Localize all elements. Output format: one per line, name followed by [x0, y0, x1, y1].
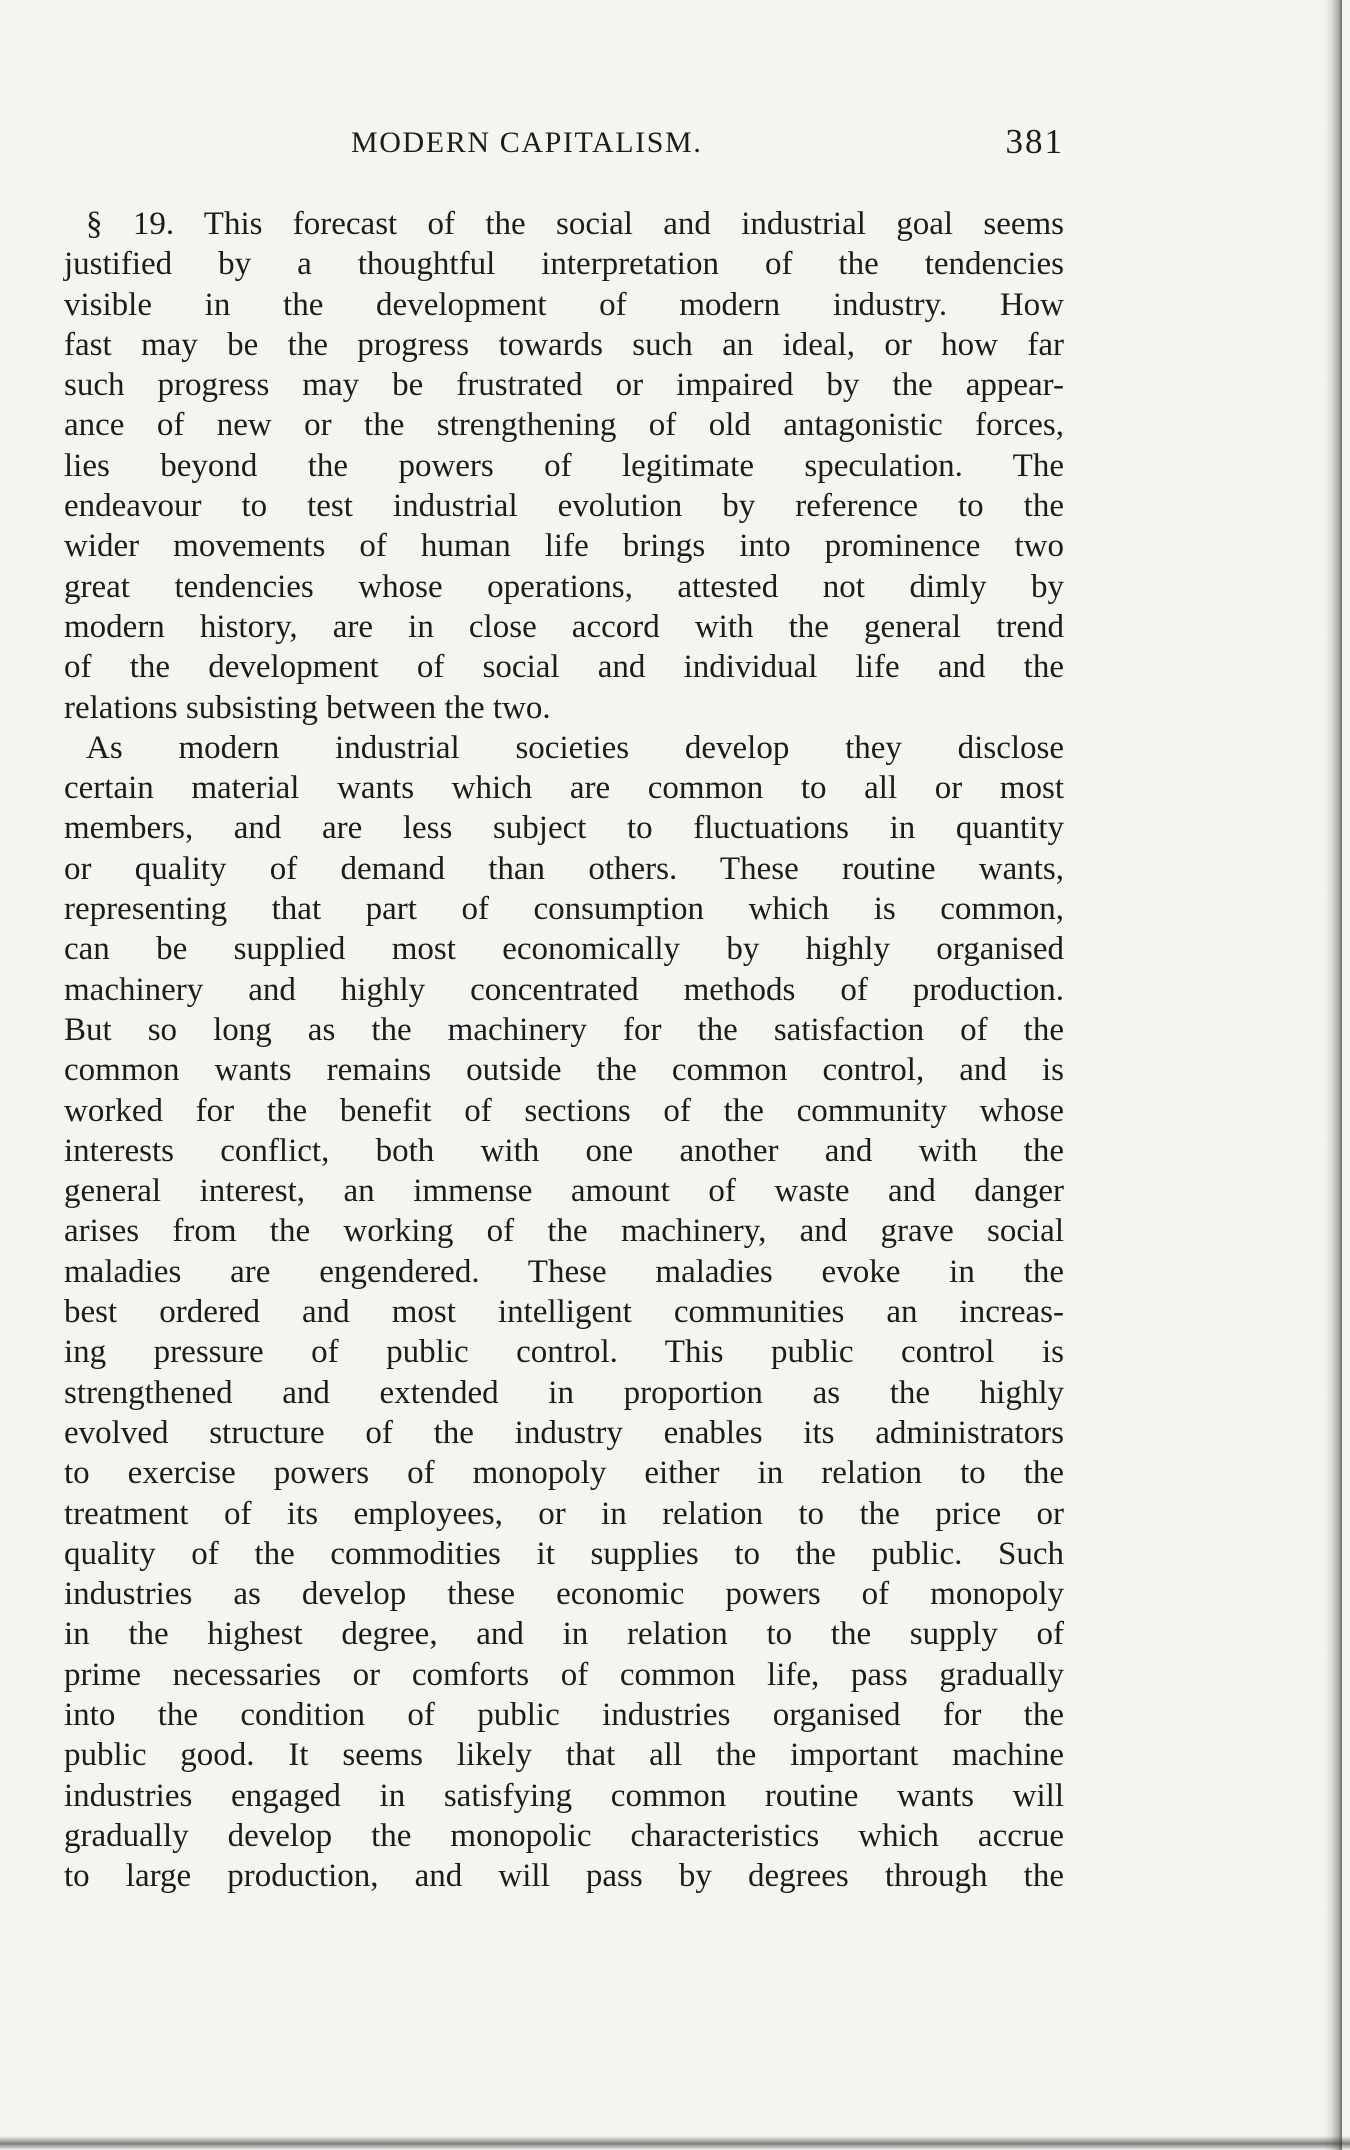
- text-line: general interest, an immense amount of waste and danger: [64, 1173, 1064, 1210]
- text-line: As modern industrial societies develop they disclose: [86, 729, 1064, 766]
- text-line: machinery and highly concentrated methods of production.: [64, 971, 1064, 1008]
- text-line: strengthened and extended in proportion as the highly: [64, 1374, 1064, 1411]
- text-line: fast may be the progress towards such an ideal, or how far: [64, 326, 1064, 363]
- text-line: relations subsisting between the two.: [64, 689, 551, 726]
- text-line: § 19. This forecast of the social and industrial goal seems: [86, 206, 1064, 242]
- page-number: 381: [1005, 122, 1064, 161]
- text-line: ance of new or the strengthening of old antagonistic forces,: [64, 407, 1064, 444]
- text-line: prime necessaries or comforts of common life, pass gradually: [64, 1656, 1064, 1693]
- text-line: of the development of social and individual life and the: [64, 649, 1064, 686]
- text-line: wider movements of human life brings into prominence two: [64, 528, 1064, 565]
- text-line: lies beyond the powers of legitimate speculation. The: [64, 447, 1064, 484]
- body-text: [64, 204, 1064, 1896]
- running-title: MODERN CAPITALISM.: [351, 126, 703, 159]
- page-edge-shadow-right: [1324, 0, 1342, 2150]
- text-line: industries engaged in satisfying common routine wants will: [64, 1777, 1064, 1814]
- text-line: interests conflict, both with one another and with the: [64, 1132, 1064, 1169]
- text-line: maladies are engendered. These maladies evoke in the: [64, 1253, 1064, 1290]
- text-line: great tendencies whose operations, attested not dimly by: [64, 568, 1064, 605]
- text-line: gradually develop the monopolic characteristics which accrue: [64, 1817, 1064, 1854]
- text-line: quality of the commodities it supplies to the public. Such: [64, 1535, 1064, 1572]
- text-line: common wants remains outside the common control, and is: [64, 1052, 1064, 1089]
- text-line: to exercise powers of monopoly either in relation to the: [64, 1455, 1064, 1492]
- text-line: justified by a thoughtful interpretation of the tendencies: [64, 246, 1064, 283]
- text-line: certain material wants which are common to all or most: [64, 770, 1064, 807]
- text-line: ing pressure of public control. This public control is: [64, 1334, 1064, 1371]
- text-line: modern history, are in close accord with the general trend: [64, 608, 1064, 645]
- text-line: to large production, and will pass by degrees through the: [64, 1858, 1064, 1895]
- text-line: best ordered and most intelligent communities an increas-: [64, 1294, 1064, 1331]
- page-edge-shadow-bottom: [0, 2136, 1350, 2150]
- text-line: can be supplied most economically by highly organised: [64, 931, 1064, 968]
- text-line: such progress may be frustrated or impaired by the appear-: [64, 367, 1064, 404]
- running-head: [64, 122, 1064, 172]
- text-line: in the highest degree, and in relation to the supply of: [64, 1616, 1064, 1653]
- text-line: arises from the working of the machinery, and grave social: [64, 1213, 1064, 1250]
- text-line: public good. It seems likely that all the important machine: [64, 1737, 1064, 1774]
- text-line: into the condition of public industries organised for the: [64, 1696, 1064, 1733]
- text-line: endeavour to test industrial evolution by reference to the: [64, 488, 1064, 525]
- text-line: or quality of demand than others. These routine wants,: [64, 850, 1064, 887]
- text-line: treatment of its employees, or in relation to the price or: [64, 1495, 1064, 1532]
- text-line: worked for the benefit of sections of the community whose: [64, 1092, 1064, 1129]
- text-line: evolved structure of the industry enables its administrators: [64, 1414, 1064, 1451]
- text-line: visible in the development of modern industry. How: [64, 286, 1064, 323]
- text-line: members, and are less subject to fluctuations in quantity: [64, 810, 1064, 847]
- text-line: industries as develop these economic powers of monopoly: [64, 1576, 1064, 1613]
- text-line: representing that part of consumption which is common,: [64, 891, 1064, 928]
- text-line: But so long as the machinery for the satisfaction of the: [64, 1011, 1064, 1048]
